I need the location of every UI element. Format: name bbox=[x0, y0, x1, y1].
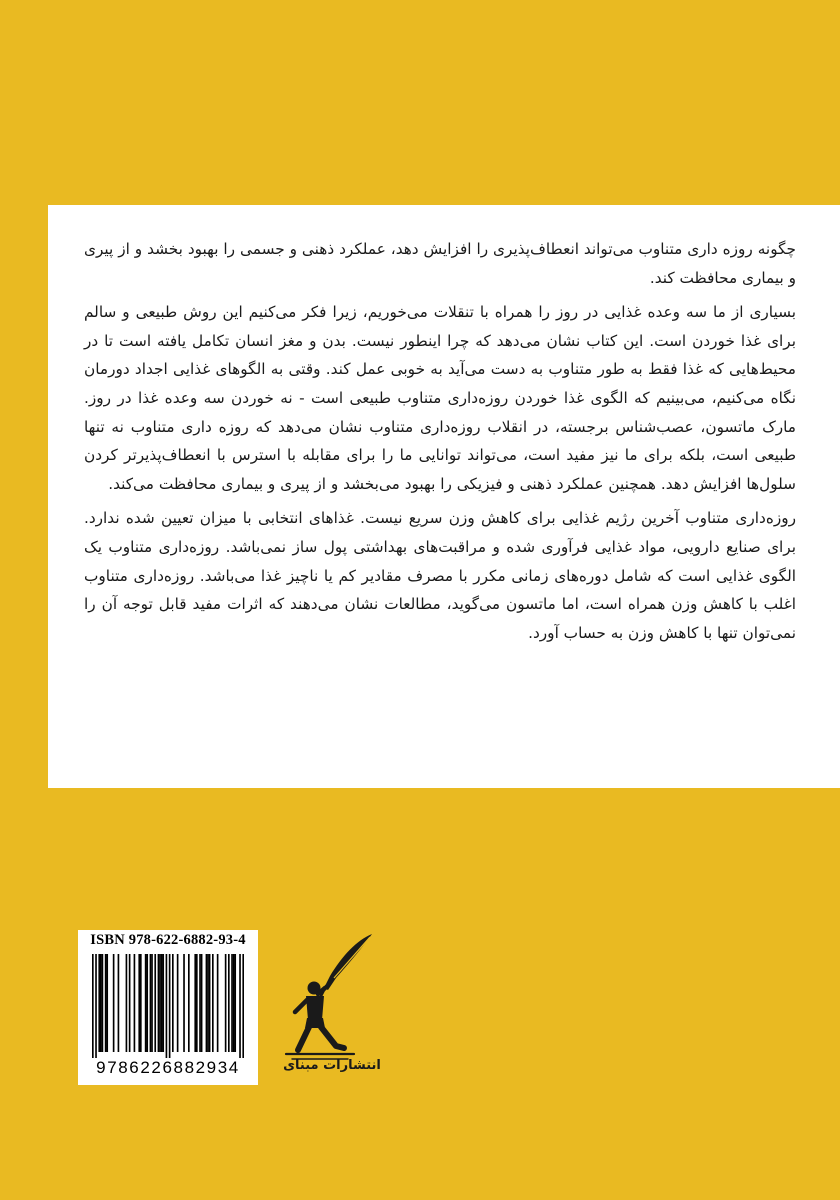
barcode-bar bbox=[161, 954, 163, 1052]
isbn-digits: 9786226882934 bbox=[96, 1058, 240, 1077]
barcode-bar bbox=[145, 954, 147, 1052]
barcode-bar bbox=[146, 954, 148, 1052]
barcode-bar bbox=[92, 954, 94, 1058]
barcode-bar bbox=[233, 954, 235, 1052]
isbn-label: ISBN 978-622-6882-93-4 bbox=[90, 932, 246, 948]
description-paragraph-2: بسیاری از ما سه وعده غذایی در روز را همراه با تنقلات می‌خوریم، زیرا فکر می‌کنیم این روش طبیعی و سالم برای غذا خوردن است. این کتاب نشان می‌دهد که چرا اینطور نیست. بدن و مغز انسان تکامل یافته است تا در محیط‌هایی که غذا فقط به طور متناوب به دست می‌آید به خوبی عمل کند. وقتی به الگوهای غذایی اجداد دورمان نگاه می‌کنیم، می‌بینیم که الگوی غذا خوردن روزه‌داری متناوب طبیعی است - نه خوردن سه وعده غذا در روز. مارک ماتسون، عصب‌شناس برجسته، در انقلاب روزه‌داری متناوب نشان می‌دهد که روزه داری متناوب نه تنها طبیعی است، بلکه برای ما نیز مفید است، می‌تواند توانایی ما را برای مقابله با استرس با انعطاف‌پذیرتر کردن سلول‌ها افزایش دهد. همچنین عملکرد ذهنی و فیزیکی را بهبود می‌بخشد و از پیری و بیماری محافظت می‌کند. bbox=[84, 303, 796, 493]
barcode-bar bbox=[231, 954, 233, 1052]
barcode-bar bbox=[162, 954, 164, 1052]
barcode-bar bbox=[169, 954, 171, 1058]
barcode-bar bbox=[98, 954, 100, 1052]
isbn-barcode bbox=[78, 930, 258, 1085]
barcode-bars bbox=[92, 954, 244, 1058]
barcode-bar bbox=[113, 954, 115, 1052]
barcode-bar bbox=[102, 954, 104, 1052]
barcode-bar bbox=[194, 954, 196, 1052]
barcode-bar bbox=[209, 954, 211, 1052]
barcode-bar bbox=[196, 954, 198, 1052]
barcode-bar bbox=[134, 954, 136, 1052]
barcode-bar bbox=[212, 954, 214, 1052]
barcode-bar bbox=[151, 954, 153, 1052]
description-paragraph-1: چگونه روزه داری متناوب می‌تواند انعطاف‌پذیری را افزایش دهد، عملکرد ذهنی و جسمی را بهبود بخشد و از پیری و بیماری محافظت کند. bbox=[84, 240, 796, 287]
barcode-bar bbox=[172, 954, 174, 1052]
barcode-bar bbox=[159, 954, 161, 1052]
barcode-bar bbox=[228, 954, 230, 1052]
description-paragraph-3: روزه‌داری متناوب آخرین رژیم غذایی برای کاهش وزن سریع نیست. غذاهای انتخابی با میزان تعیین شده ندارد. برای صنایع دارویی، مواد غذایی فرآوری شده و مراقبت‌های بهداشتی پول ساز نمی‌باشد. روزه‌داری متناوب یک الگوی غذایی است که شامل دوره‌های زمانی مکرر با مصرف مقادیر کم یا ناچیز غذا می‌باشد. روزه‌داری متناوب اغلب با کاهش وزن همراه است، اما ماتسون می‌گوید، مطالعات نشان می‌دهند که اثرات مفید قابل توجه آن را نمی‌توان تنها با کاهش وزن به حساب آورد. bbox=[84, 509, 796, 642]
barcode-bar bbox=[225, 954, 227, 1052]
barcode-bar bbox=[242, 954, 244, 1058]
publisher-name: انتشارات مبنای bbox=[283, 1058, 381, 1073]
barcode-bar bbox=[207, 954, 209, 1052]
quill-figure-icon bbox=[262, 928, 392, 1078]
barcode-bar bbox=[140, 954, 142, 1052]
barcode-bar bbox=[234, 954, 236, 1052]
barcode-bar bbox=[100, 954, 102, 1052]
barcode-bar bbox=[126, 954, 128, 1052]
barcode-bar bbox=[188, 954, 190, 1052]
barcode-bar bbox=[183, 954, 185, 1052]
barcode-bar bbox=[166, 954, 168, 1058]
barcode-bar bbox=[239, 954, 241, 1058]
barcode-bar bbox=[95, 954, 97, 1058]
barcode-bar bbox=[177, 954, 179, 1052]
barcode-bar bbox=[158, 954, 160, 1052]
barcode-bar bbox=[118, 954, 120, 1052]
barcode-bar bbox=[199, 954, 201, 1052]
barcode-bar bbox=[217, 954, 219, 1052]
barcode-bar bbox=[106, 954, 108, 1052]
barcode-bar bbox=[105, 954, 107, 1052]
barcode-bar bbox=[138, 954, 140, 1052]
barcode-bar bbox=[154, 954, 156, 1052]
barcode-bar bbox=[150, 954, 152, 1052]
barcode-bar bbox=[206, 954, 208, 1052]
barcode-bar bbox=[129, 954, 131, 1052]
description-panel bbox=[48, 205, 840, 788]
barcode-bar bbox=[201, 954, 203, 1052]
